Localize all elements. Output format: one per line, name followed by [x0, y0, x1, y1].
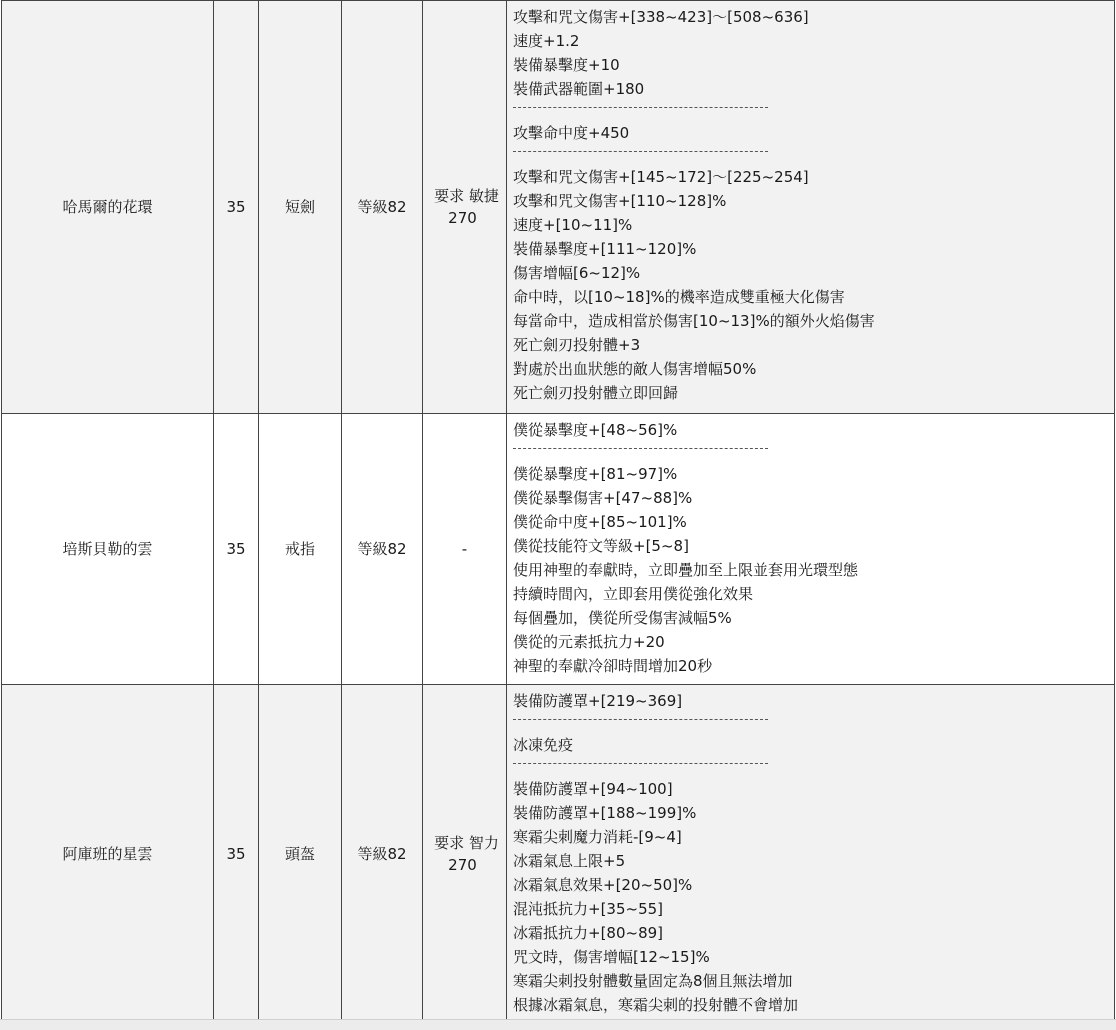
- item-type-cell: [259, 685, 342, 1024]
- item-level-text: 35: [226, 198, 246, 216]
- property-line: 僕從暴擊度+[81~97]%: [513, 465, 678, 483]
- property-line: 使用神聖的奉獻時，立即疊加至上限並套用光環型態: [513, 561, 859, 579]
- property-line: 寒霜尖刺投射體數量固定為8個且無法增加: [513, 972, 793, 990]
- property-line: 僕從暴擊度+[48~56]%: [513, 421, 678, 439]
- property-separator: [513, 101, 1110, 121]
- property-line: 根據冰霜氣息，寒霜尖刺的投射體不會增加: [513, 996, 799, 1014]
- item-name-cell: [2, 414, 214, 685]
- item-type-cell: [259, 1, 342, 414]
- level-requirement-text: 等級82: [357, 845, 407, 863]
- unique-items-table: [1, 0, 1115, 1024]
- item-type-text: 戒指: [284, 540, 315, 558]
- property-line: 僕從的元素抵抗力+20: [513, 633, 665, 651]
- property-line: 裝備暴擊度+10: [513, 56, 620, 74]
- property-line: 速度+[10~11]%: [513, 216, 633, 234]
- table-row: [2, 1, 1115, 414]
- stat-requirement-text: 要求 智力 270: [434, 834, 499, 874]
- level-requirement-cell: [342, 414, 423, 685]
- stat-requirement-text: -: [461, 540, 468, 558]
- property-line: 攻擊和咒文傷害+[110~128]%: [513, 192, 727, 210]
- level-requirement-cell: [342, 685, 423, 1024]
- property-separator: [513, 757, 1110, 777]
- item-properties-cell: [507, 1, 1115, 414]
- property-line: 僕從命中度+[85~101]%: [513, 513, 687, 531]
- level-requirement-text: 等級82: [357, 540, 407, 558]
- table-row: [2, 685, 1115, 1024]
- property-line: 冰霜氣息上限+5: [513, 852, 626, 870]
- stat-requirement-cell: [423, 685, 507, 1024]
- item-level-cell: [214, 1, 259, 414]
- property-line: 對處於出血狀態的敵人傷害增幅50%: [513, 360, 757, 378]
- item-name-cell: [2, 685, 214, 1024]
- item-level-cell: [214, 414, 259, 685]
- property-line: 攻擊和咒文傷害+[338~423]〜[508~636]: [513, 8, 809, 26]
- property-line: 混沌抵抗力+[35~55]: [513, 900, 664, 918]
- property-line: 裝備暴擊度+[111~120]%: [513, 240, 697, 258]
- level-requirement-text: 等級82: [357, 198, 407, 216]
- item-name-text: 哈馬爾的花環: [62, 198, 153, 216]
- table-row: [2, 414, 1115, 685]
- item-properties-cell: [507, 414, 1115, 685]
- property-line: 速度+1.2: [513, 32, 580, 50]
- item-level-text: 35: [226, 845, 246, 863]
- property-line: 咒文時，傷害增幅[12~15]%: [513, 948, 710, 966]
- level-requirement-cell: [342, 1, 423, 414]
- item-type-text: 頭盔: [284, 845, 315, 863]
- item-name-text: 培斯貝勒的雲: [62, 540, 153, 558]
- property-line: 命中時，以[10~18]%的機率造成雙重極大化傷害: [513, 288, 845, 306]
- property-line: 每當命中，造成相當於傷害[10~13]%的額外火焰傷害: [513, 312, 875, 330]
- property-separator: [513, 713, 1110, 733]
- property-line: 裝備武器範圍+180: [513, 80, 645, 98]
- property-line: 裝備防護罩+[188~199]%: [513, 804, 697, 822]
- item-type-text: 短劍: [284, 198, 315, 216]
- item-level-cell: [214, 685, 259, 1024]
- property-line: 持續時間內，立即套用僕從強化效果: [513, 585, 754, 603]
- item-name-text: 阿庫班的星雲: [62, 845, 153, 863]
- property-line: 死亡劍刃投射體+3: [513, 336, 641, 354]
- stat-requirement-cell: [423, 1, 507, 414]
- property-separator: [513, 442, 1110, 462]
- item-properties-cell: [507, 685, 1115, 1024]
- property-line: 攻擊和咒文傷害+[145~172]〜[225~254]: [513, 168, 809, 186]
- property-line: 攻擊命中度+450: [513, 124, 630, 142]
- property-line: 每個疊加，僕從所受傷害減幅5%: [513, 609, 732, 627]
- property-line: 冰凍免疫: [513, 736, 574, 754]
- item-level-text: 35: [226, 540, 246, 558]
- item-name-cell: [2, 1, 214, 414]
- property-line: 裝備防護罩+[94~100]: [513, 780, 673, 798]
- property-line: 神聖的奉獻冷卻時間增加20秒: [513, 657, 713, 675]
- property-line: 僕從技能符文等級+[5~8]: [513, 537, 689, 555]
- bottom-scroll-area: [0, 1019, 1116, 1030]
- property-line: 僕從暴擊傷害+[47~88]%: [513, 489, 693, 507]
- property-line: 傷害增幅[6~12]%: [513, 264, 641, 282]
- property-separator: [513, 145, 1110, 165]
- property-line: 寒霜尖刺魔力消耗-[9~4]: [513, 828, 682, 846]
- property-line: 冰霜氣息效果+[20~50]%: [513, 876, 693, 894]
- property-line: 死亡劍刃投射體立即回歸: [513, 384, 679, 402]
- property-line: 裝備防護罩+[219~369]: [513, 692, 683, 710]
- item-type-cell: [259, 414, 342, 685]
- stat-requirement-text: 要求 敏捷 270: [434, 187, 499, 227]
- property-line: 冰霜抵抗力+[80~89]: [513, 924, 664, 942]
- stat-requirement-cell: [423, 414, 507, 685]
